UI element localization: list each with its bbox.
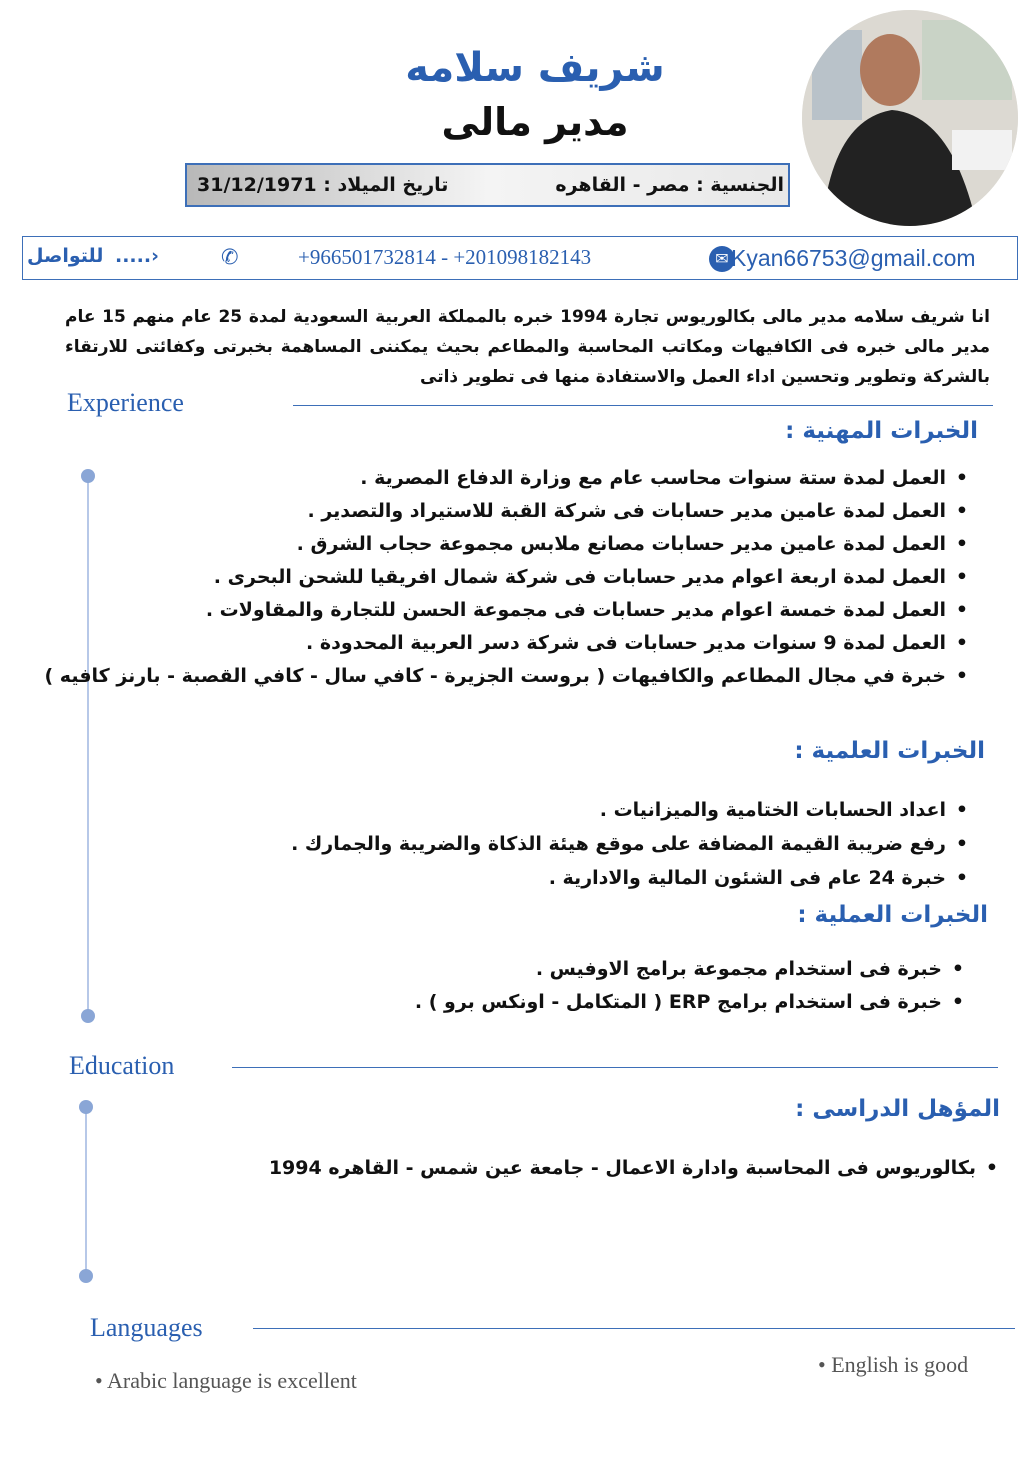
divider — [253, 1328, 1015, 1329]
timeline-line — [85, 1107, 87, 1276]
language-arabic: Arabic language is excellent — [107, 1368, 357, 1393]
divider — [293, 405, 993, 406]
scientific-list — [291, 793, 968, 895]
timeline-dot — [79, 1100, 93, 1114]
language-item: • Arabic language is excellent — [95, 1368, 357, 1393]
language-item: • English is good — [818, 1352, 969, 1377]
experience-title: Experience — [67, 388, 184, 417]
job-title: مدير مالى — [441, 100, 629, 144]
email-link[interactable]: Kyan66753@gmail.com — [731, 245, 976, 271]
list-item: • خبرة في مجال المطاعم والكافيهات ( بروست الجزيرة - كافي سال - كافي القصبة - بارنز كافيه ) — [45, 660, 947, 693]
professional-list — [45, 462, 969, 693]
list-item: • خبرة فى استخدام برامج ERP ( المتكامل - اونكس برو ) . — [415, 986, 942, 1019]
list-item: • العمل لمدة ستة سنوات محاسب عام مع وزارة الدفاع المصرية . — [45, 462, 947, 495]
list-item: • رفع ضريبة القيمة المضافة على موقع هيئة الذكاة والضريبة والجمارك . — [291, 827, 946, 861]
practical-heading: الخبرات العملية : — [797, 902, 988, 928]
list-item: • العمل لمدة 9 سنوات مدير حسابات فى شركة دسر العربية المحدودة . — [45, 627, 947, 660]
list-item: • العمل لمدة اربعة اعوام مدير حسابات فى شركة شمال افريقيا للشحن البحرى . — [45, 561, 947, 594]
list-item: • العمل لمدة خمسة اعوام مدير حسابات فى مجموعة الحسن للتجارة والمقاولات . — [45, 594, 947, 627]
education-title: Education — [69, 1051, 175, 1080]
timeline-dot — [81, 1009, 95, 1023]
list-item: • خبرة فى استخدام مجموعة برامج الاوفيس . — [415, 953, 942, 986]
nationality: الجنسية : مصر - القاهره — [555, 174, 784, 196]
list-item: • اعداد الحسابات الختامية والميزانيات . — [291, 793, 946, 827]
personal-info-box — [185, 163, 790, 207]
phone-numbers[interactable]: +966501732814 - +201098182143 — [298, 245, 592, 269]
profile-photo — [802, 10, 1018, 226]
phone-icon: ✆ — [221, 245, 239, 269]
list-item: • بكالوريوس فى المحاسبة وادارة الاعمال - جامعة عين شمس - القاهره 1994 — [269, 1152, 976, 1185]
timeline-dot — [79, 1269, 93, 1283]
birth-date: تاريخ الميلاد : 31/12/1971 — [197, 174, 449, 196]
list-item: • العمل لمدة عامين مدير حسابات مصانع ملابس مجموعة حجاب الشرق . — [45, 528, 947, 561]
mail-icon: ✉ — [709, 246, 735, 272]
list-item: • خبرة 24 عام فى الشئون المالية والادارية . — [291, 861, 946, 895]
scientific-heading: الخبرات العلمية : — [794, 738, 985, 764]
arrow-icon: .....› — [115, 245, 159, 267]
languages-title: Languages — [90, 1313, 203, 1342]
divider — [232, 1067, 998, 1068]
list-item: • العمل لمدة عامين مدير حسابات فى شركة القبة للاستيراد والتصدير . — [45, 495, 947, 528]
summary-text: انا شريف سلامه مدير مالى بكالوريوس تجارة 1994 خبره بالمملكة العربية السعودية لمدة 25 عام منهم 15 عام مدير مالى خبره فى الكافيهات ومكاتب المحاسبة والمطاعم بحيث يمكننى المساهمة بخبرتى وكفائتى للارتقاء بالشركة وتطوير وتحسين اداء العمل والاستفادة منها فى تطوير ذاتى — [65, 307, 990, 387]
contact-label: للتواصل — [27, 245, 104, 267]
contact-box — [22, 236, 1018, 280]
professional-heading: الخبرات المهنية : — [785, 418, 978, 444]
practical-list — [415, 953, 964, 1019]
education-heading: المؤهل الدراسى : — [795, 1096, 1000, 1122]
education-list — [269, 1152, 998, 1185]
person-name: شريف سلامه — [405, 45, 665, 91]
language-english: English is good — [831, 1352, 969, 1377]
